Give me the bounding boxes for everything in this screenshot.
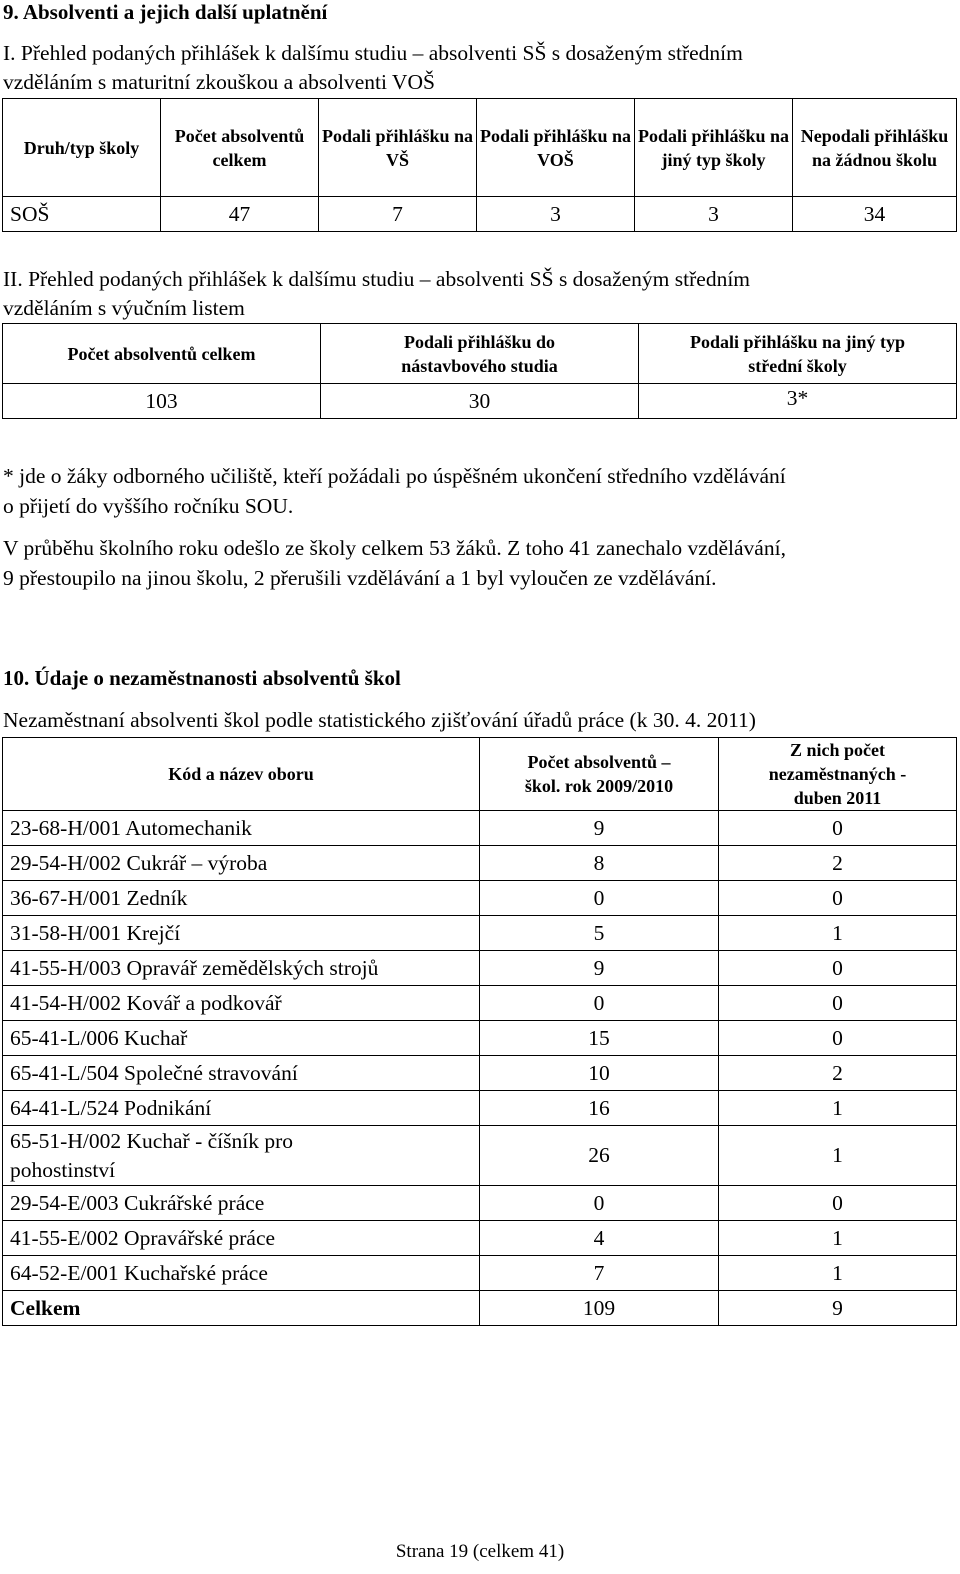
table1-cell: 7 xyxy=(319,197,477,232)
graduates-cell: 0 xyxy=(480,881,719,916)
table2-header: Podali přihlášku do nástavbového studia xyxy=(321,324,639,384)
table1-header: Podali přihlášku na jiný typ školy xyxy=(635,99,793,197)
table2-header-row xyxy=(3,324,957,384)
table1-row xyxy=(3,197,957,232)
table2-header: Počet absolventů celkem xyxy=(3,324,321,384)
graduates-cell: 4 xyxy=(480,1221,719,1256)
table1-cell: 3 xyxy=(635,197,793,232)
obor-cell: 64-41-L/524 Podnikání xyxy=(3,1091,480,1126)
obor-cell: 41-54-H/002 Kovář a podkovář xyxy=(3,986,480,1021)
unemployment-row xyxy=(3,1056,957,1091)
graduates-cell: 16 xyxy=(480,1091,719,1126)
unemployment-row xyxy=(3,1256,957,1291)
obor-cell: 29-54-E/003 Cukrářské práce xyxy=(3,1186,480,1221)
unemployment-row xyxy=(3,811,957,846)
graduates-cell: 5 xyxy=(480,916,719,951)
unemployment-total-row xyxy=(3,1291,957,1326)
obor-cell: 41-55-E/002 Opravářské práce xyxy=(3,1221,480,1256)
unemployed-cell: 1 xyxy=(719,916,957,951)
obor-cell: 41-55-H/003 Opravář zemědělských strojů xyxy=(3,951,480,986)
table2-row xyxy=(3,384,957,419)
unemployed-cell: 2 xyxy=(719,846,957,881)
unemployed-cell: 2 xyxy=(719,1056,957,1091)
unemployed-cell: 1 xyxy=(719,1221,957,1256)
part1-title-line1: I. Přehled podaných přihlášek k dalšímu studiu – absolventi SŠ s dosaženým středním xyxy=(3,41,743,65)
unemployed-cell: 0 xyxy=(719,986,957,1021)
total-label: Celkem xyxy=(3,1291,480,1326)
paragraph-line1: V průběhu školního roku odešlo ze školy celkem 53 žáků. Z toho 41 zanechalo vzdělávání, xyxy=(3,536,786,560)
unemployment-row xyxy=(3,916,957,951)
table1-header-row xyxy=(3,99,957,197)
table2-cell: 103 xyxy=(3,384,321,419)
graduates-cell: 0 xyxy=(480,1186,719,1221)
table2-cell: 30 xyxy=(321,384,639,419)
graduates-cell: 10 xyxy=(480,1056,719,1091)
unemployment-row xyxy=(3,951,957,986)
unemployed-cell: 0 xyxy=(719,1021,957,1056)
unemployed-cell: 0 xyxy=(719,1186,957,1221)
unemployed-cell: 1 xyxy=(719,1256,957,1291)
table1-cell: SOŠ xyxy=(3,197,161,232)
unemployment-row xyxy=(3,1091,957,1126)
total-unemployed: 9 xyxy=(719,1291,957,1326)
paragraph-line2: 9 přestoupilo na jinou školu, 2 přerušili vzdělávání a 1 byl vyloučen ze vzdělávání. xyxy=(3,566,717,590)
table1-cell: 34 xyxy=(793,197,957,232)
table1-header: Počet absolventů celkem xyxy=(161,99,319,197)
table2-header: Podali přihlášku na jiný typ střední školy xyxy=(639,324,957,384)
graduates-cell: 26 xyxy=(480,1126,719,1186)
obor-cell: 29-54-H/002 Cukrář – výroba xyxy=(3,846,480,881)
unemployment-row xyxy=(3,1221,957,1256)
unemployment-row xyxy=(3,1021,957,1056)
table1-header: Podali přihlášku na VŠ xyxy=(319,99,477,197)
table1-cell: 47 xyxy=(161,197,319,232)
table1-header: Podali přihlášku na VOŠ xyxy=(477,99,635,197)
table2-cell: 3* xyxy=(639,384,957,419)
obor-cell: 36-67-H/001 Zedník xyxy=(3,881,480,916)
graduates-cell: 0 xyxy=(480,986,719,1021)
part1-title-line2: vzděláním s maturitní zkouškou a absolventi VOŠ xyxy=(3,70,435,94)
unemployed-cell: 0 xyxy=(719,811,957,846)
table1-header: Nepodali přihlášku na žádnou školu xyxy=(793,99,957,197)
unemployment-header: Počet absolventů – škol. rok 2009/2010 xyxy=(480,738,719,811)
graduates-cell: 9 xyxy=(480,951,719,986)
section-10-heading: 10. Údaje o nezaměstnanosti absolventů škol xyxy=(3,666,401,690)
section-9-heading: 9. Absolventi a jejich další uplatnění xyxy=(3,0,328,24)
unemployed-cell: 0 xyxy=(719,881,957,916)
obor-cell: 23-68-H/001 Automechanik xyxy=(3,811,480,846)
part2-title-line2: vzděláním s výučním listem xyxy=(3,296,245,320)
table1-header: Druh/typ školy xyxy=(3,99,161,197)
unemployed-cell: 1 xyxy=(719,1126,957,1186)
table1-cell: 3 xyxy=(477,197,635,232)
unemployment-row xyxy=(3,846,957,881)
obor-cell: 31-58-H/001 Krejčí xyxy=(3,916,480,951)
unemployment-row xyxy=(3,881,957,916)
obor-cell: 65-41-L/006 Kuchař xyxy=(3,1021,480,1056)
applications-table-1 xyxy=(2,98,957,232)
unemployment-header-row xyxy=(3,738,957,811)
page-footer: Strana 19 (celkem 41) xyxy=(395,1541,565,1562)
graduates-cell: 15 xyxy=(480,1021,719,1056)
footnote-line2: o přijetí do vyššího ročníku SOU. xyxy=(3,494,294,518)
obor-cell: 65-41-L/504 Společné stravování xyxy=(3,1056,480,1091)
obor-cell: 65-51-H/002 Kuchař - číšník pro pohostinství xyxy=(3,1126,480,1186)
section-10-subtitle: Nezaměstnaní absolventi škol podle statistického zjišťování úřadů práce (k 30. 4. 2011) xyxy=(3,708,756,732)
unemployment-row xyxy=(3,1126,957,1186)
unemployment-header: Kód a název oboru xyxy=(3,738,480,811)
graduates-cell: 9 xyxy=(480,811,719,846)
unemployment-row xyxy=(3,1186,957,1221)
applications-table-2 xyxy=(2,323,957,419)
unemployed-cell: 1 xyxy=(719,1091,957,1126)
obor-cell: 64-52-E/001 Kuchařské práce xyxy=(3,1256,480,1291)
unemployment-table xyxy=(2,737,957,1326)
total-graduates: 109 xyxy=(480,1291,719,1326)
graduates-cell: 8 xyxy=(480,846,719,881)
unemployment-header: Z nich počet nezaměstnaných - duben 2011 xyxy=(719,738,957,811)
footnote-line1: * jde o žáky odborného učiliště, kteří požádali po úspěšném ukončení středního vzdělávání xyxy=(3,464,786,488)
graduates-cell: 7 xyxy=(480,1256,719,1291)
unemployed-cell: 0 xyxy=(719,951,957,986)
unemployment-row xyxy=(3,986,957,1021)
part2-title-line1: II. Přehled podaných přihlášek k dalšímu studiu – absolventi SŠ s dosaženým středním xyxy=(3,267,751,291)
